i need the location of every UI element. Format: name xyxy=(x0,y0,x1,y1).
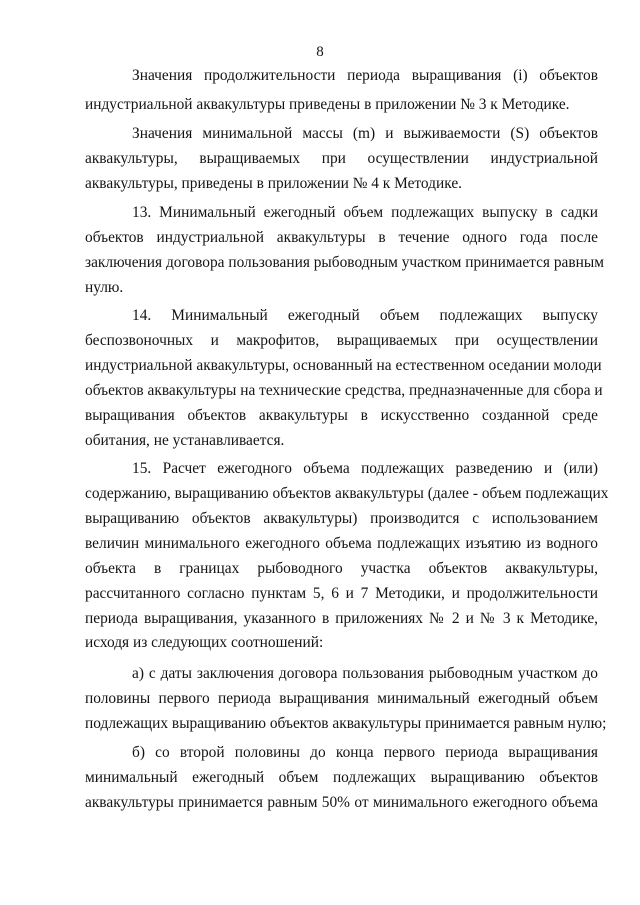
paragraph-line: рассчитанного согласно пунктам 5, 6 и 7 Методики, и продолжительности xyxy=(85,585,598,602)
page-number: 8 xyxy=(316,44,324,60)
paragraph-line: аквакультуры, выращиваемых при осуществлении индустриальной xyxy=(85,150,598,167)
paragraph-line: беспозвоночных и макрофитов, выращиваемых при осуществлении xyxy=(85,332,598,349)
paragraph-line: выращивания объектов аквакультуры в искусственно созданной среде xyxy=(85,407,598,424)
paragraph-line: половины первого периода выращивания минимальный ежегодный объем xyxy=(85,690,598,707)
paragraph-line: объектов индустриальной аквакультуры в течение одного года после xyxy=(85,229,598,246)
paragraph-line: а) с даты заключения договора пользования рыбоводным участком до xyxy=(132,665,598,682)
paragraph-line: заключения договора пользования рыбоводным участком принимается равным xyxy=(85,254,604,271)
paragraph-line: индустриальной аквакультуры приведены в приложении № 3 к Методике. xyxy=(85,96,570,113)
paragraph-line: индустриальной аквакультуры, основанный на естественном оседании молоди xyxy=(85,357,602,374)
paragraph-line: периода выращивания, указанного в приложениях № 2 и № 3 к Методике, xyxy=(85,610,598,627)
paragraph-line: аквакультуры, приведены в приложении № 4 к Методике. xyxy=(85,175,463,192)
paragraph-line: аквакультуры принимается равным 50% от минимального ежегодного объема xyxy=(85,794,598,811)
paragraph-line: Значения продолжительности периода выращивания (i) объектов xyxy=(132,67,598,84)
paragraph-line: 15. Расчет ежегодного объема подлежащих разведению и (или) xyxy=(132,460,598,477)
paragraph-line: исходя из следующих соотношений: xyxy=(85,634,324,651)
paragraph-line: Значения минимальной массы (m) и выживаемости (S) объектов xyxy=(132,125,598,142)
paragraph-line: обитания, не устанавливается. xyxy=(85,432,285,449)
paragraph-line: б) со второй половины до конца первого периода выращивания xyxy=(132,744,598,761)
paragraph-line: величин минимального ежегодного объема подлежащих изъятию из водного xyxy=(85,535,598,552)
paragraph-line: 13. Минимальный ежегодный объем подлежащих выпуску в садки xyxy=(132,204,598,221)
paragraph-line: нулю. xyxy=(85,279,124,296)
paragraph-line: минимальный ежегодный объем подлежащих выращиванию объектов xyxy=(85,769,598,786)
paragraph-line: 14. Минимальный ежегодный объем подлежащих выпуску xyxy=(132,307,598,324)
paragraph-line: объекта в границах рыбоводного участка объектов аквакультуры, xyxy=(85,560,598,577)
paragraph-line: выращиванию объектов аквакультуры) производится с использованием xyxy=(85,510,598,527)
paragraph-line: подлежащих выращиванию объектов аквакультуры принимается равным нулю; xyxy=(85,715,607,732)
paragraph-line: объектов аквакультуры на технические средства, предназначенные для сбора и xyxy=(85,382,603,399)
paragraph-line: содержанию, выращиванию объектов аквакультуры (далее - объем подлежащих xyxy=(85,485,609,502)
